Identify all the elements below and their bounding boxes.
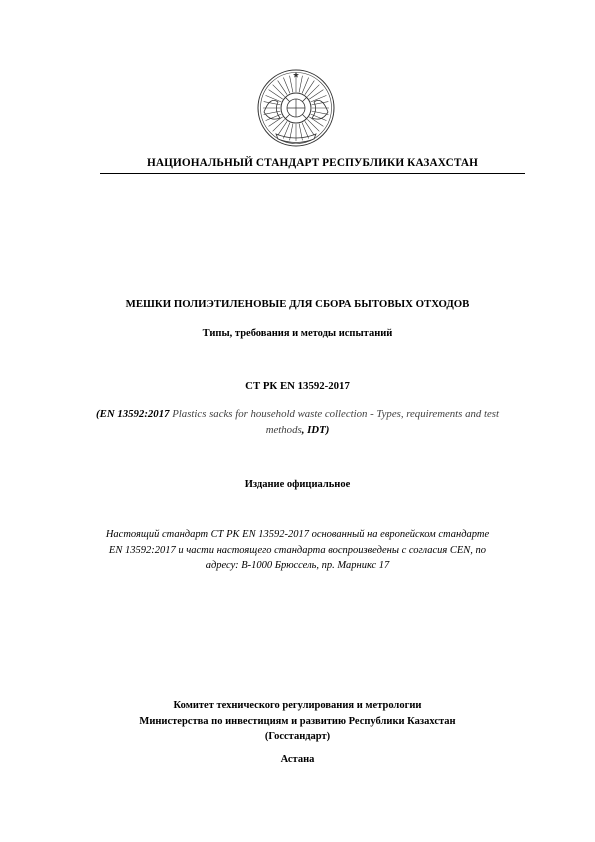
document-title: МЕШКИ ПОЛИЭТИЛЕНОВЫЕ ДЛЯ СБОРА БЫТОВЫХ ОТХОДОВ xyxy=(125,298,470,310)
state-emblem-icon xyxy=(256,68,336,148)
issuer-block xyxy=(60,698,535,745)
document-origin xyxy=(60,406,535,438)
origin-line-1 xyxy=(60,406,535,422)
document-code: СТ РК EN 13592-2017 xyxy=(245,380,350,392)
publication-city: Астана xyxy=(280,754,315,765)
origin-code: EN 13592:2017 xyxy=(99,408,170,420)
origin-title-part-2: methods xyxy=(265,424,302,436)
issuer-line: (Госстандарт) xyxy=(264,731,331,742)
note-line: EN 13592:2017 и части настоящего стандарта воспроизведены с согласия CEN, по xyxy=(108,544,487,556)
header-divider xyxy=(100,173,525,174)
note-line: Настоящий стандарт СТ РК EN 13592-2017 основанный на европейском стандарте xyxy=(105,529,490,540)
emblem-ray xyxy=(290,76,293,93)
emblem-ray xyxy=(307,85,319,97)
note-line: адресу: B-1000 Брюссель, пр. Марникс 17 xyxy=(205,560,390,571)
emblem-ray xyxy=(273,119,285,131)
emblem-ray xyxy=(299,76,302,93)
edition-label: Издание официальное xyxy=(244,479,351,490)
standard-header-title: НАЦИОНАЛЬНЫЙ СТАНДАРТ РЕСПУБЛИКИ КАЗАХСТАН xyxy=(146,157,479,169)
origin-title-part-1: Plastics sacks for household waste collection - Types, requirements and test xyxy=(169,408,499,420)
copyright-note xyxy=(60,527,535,574)
state-emblem-graphic xyxy=(256,68,336,148)
emblem-ray xyxy=(307,119,319,131)
origin-close-paren: ) xyxy=(325,424,330,436)
origin-separator: , xyxy=(301,424,308,436)
document-subtitle: Типы, требования и методы испытаний xyxy=(202,328,393,339)
issuer-line: Комитет технического регулирования и метрологии xyxy=(173,700,422,711)
origin-open-paren: ( xyxy=(96,408,100,420)
origin-identity-code: IDT xyxy=(307,424,326,436)
emblem-ray xyxy=(273,85,285,97)
origin-line-2 xyxy=(60,422,535,438)
issuer-line: Министерства по инвестициям и развитию Республики Казахстан xyxy=(139,715,456,727)
